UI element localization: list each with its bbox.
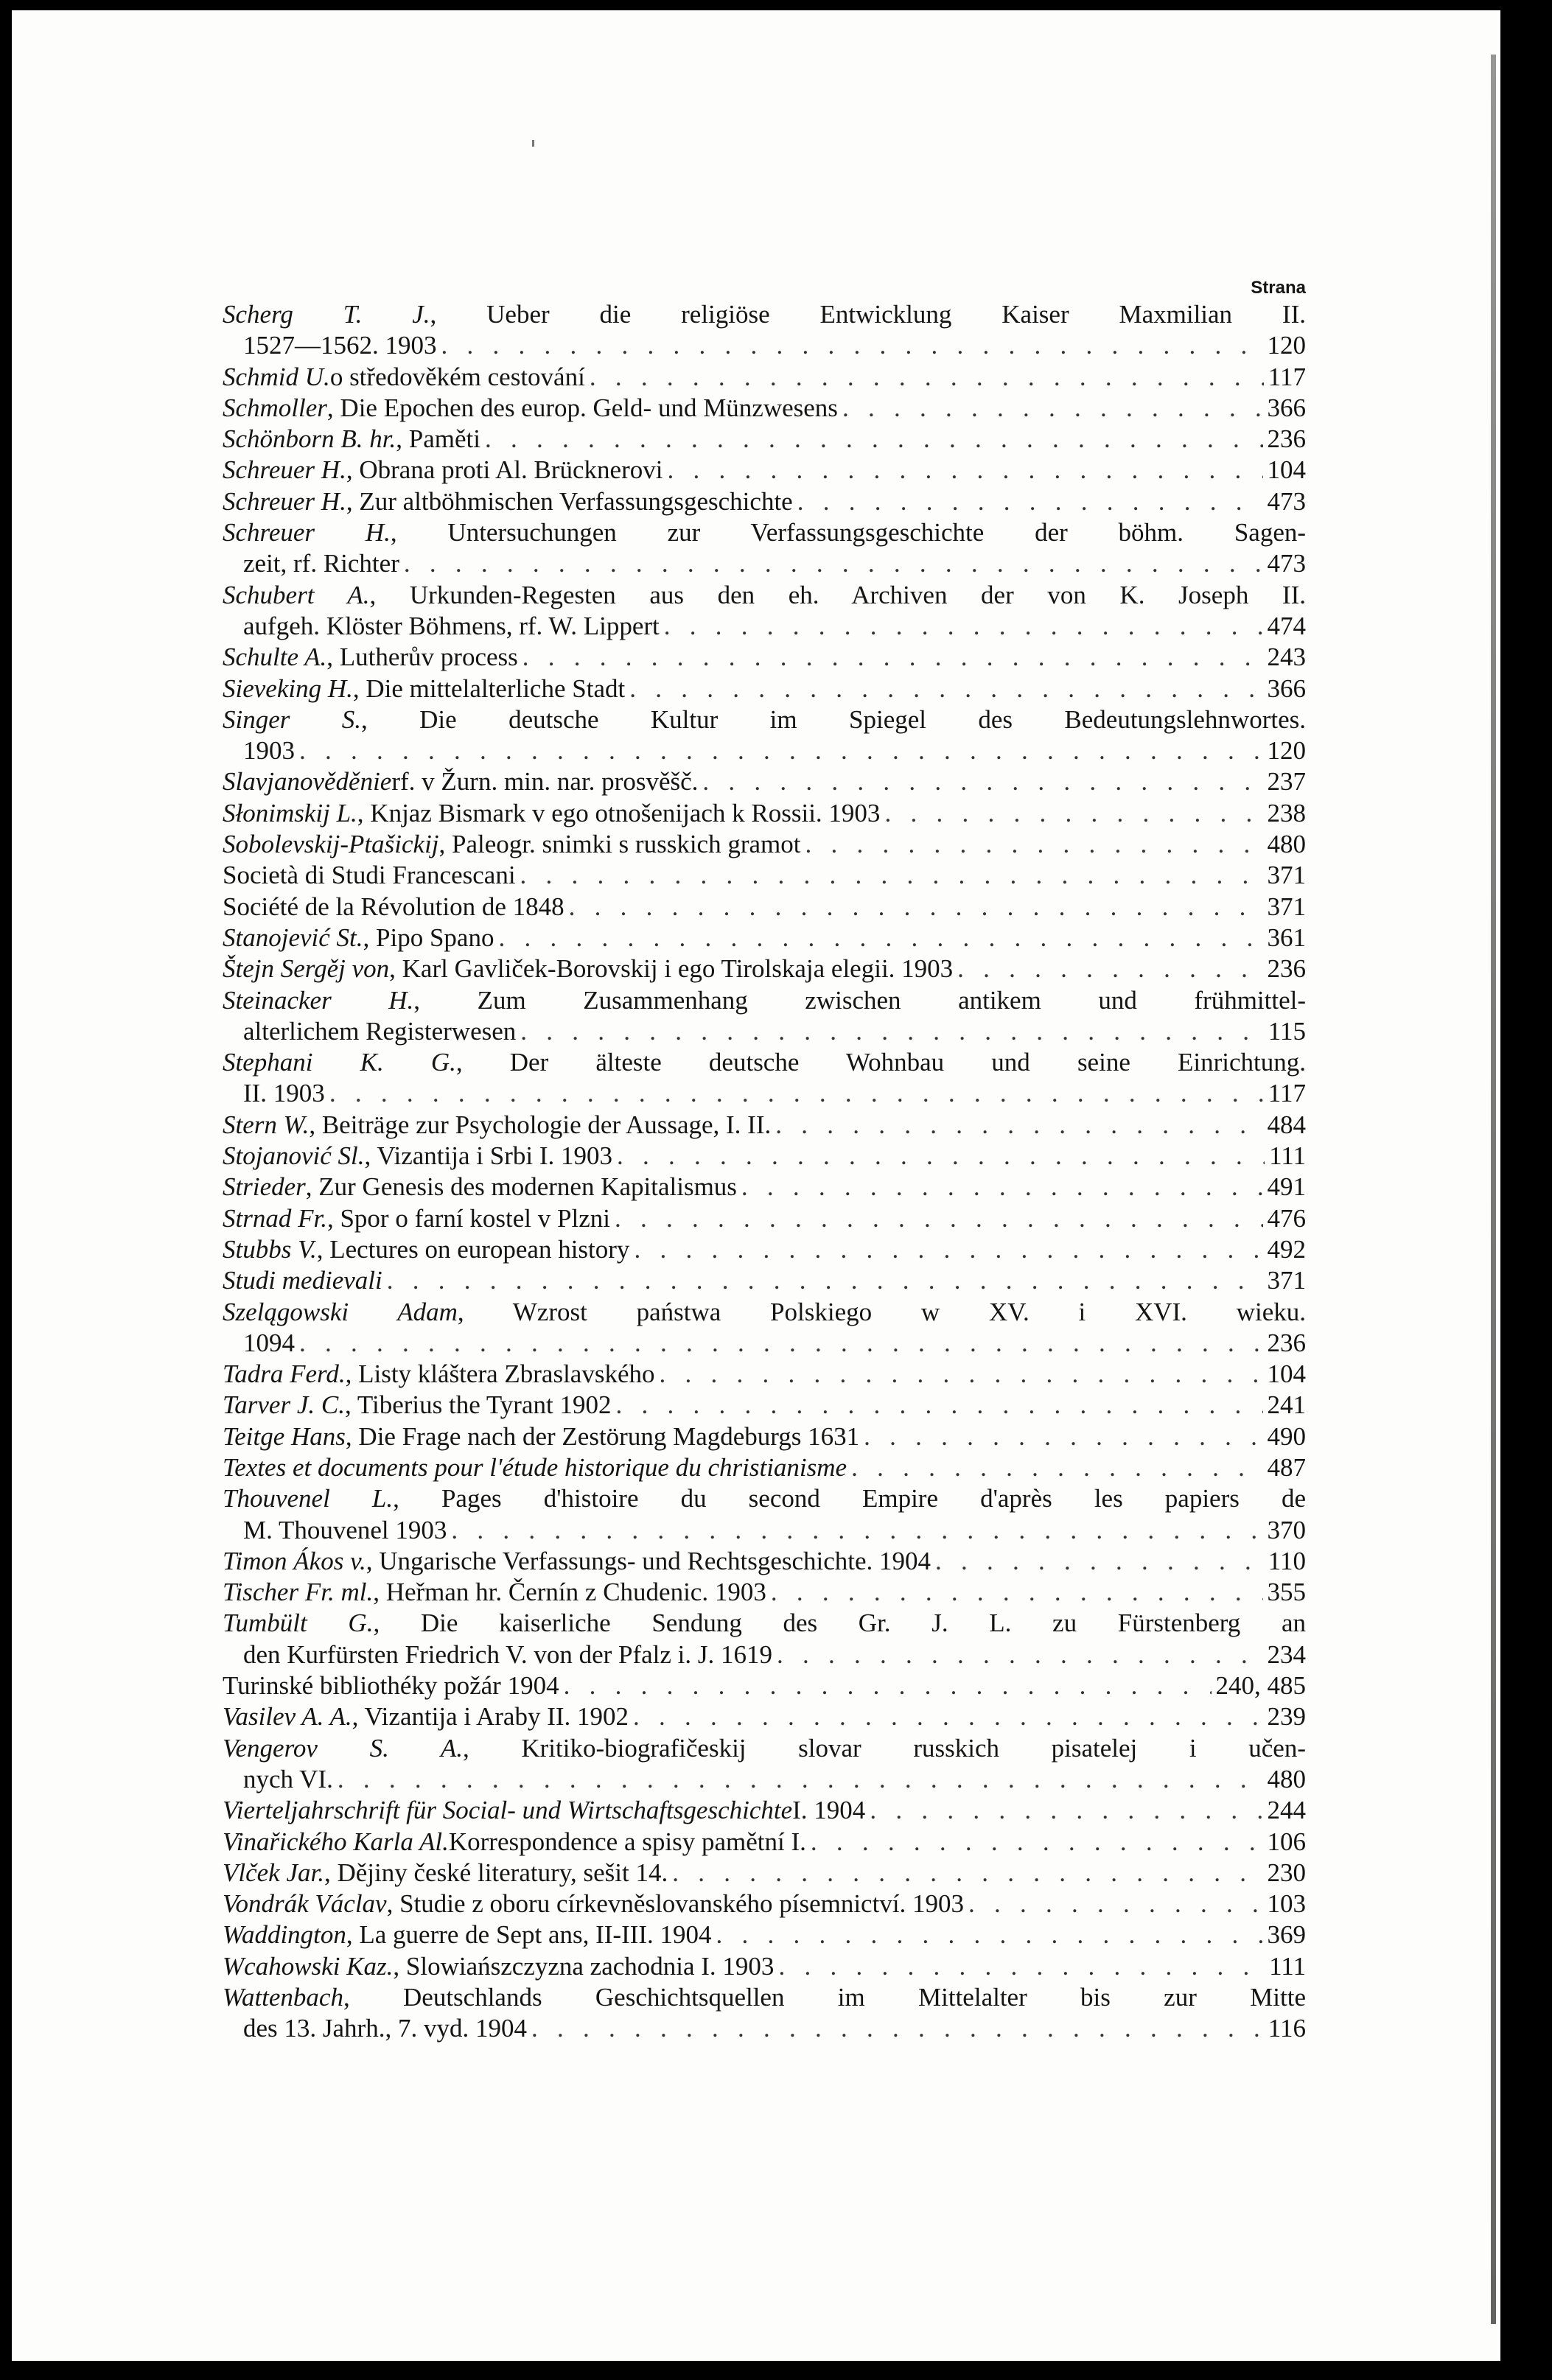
page-number: 371 bbox=[1267, 861, 1306, 890]
entry-author: Stojanović Sl. bbox=[223, 1141, 365, 1171]
entry-title: , Karl Gavliček-Borovskij i ego Tirolskaja elegii. 1903 bbox=[389, 954, 954, 984]
entry-continuation: des 13. Jahrh., 7. vyd. 1904 bbox=[243, 2014, 527, 2043]
page-number: 234 bbox=[1267, 1639, 1306, 1669]
leader-dots bbox=[617, 1141, 1265, 1172]
index-entry bbox=[223, 580, 1306, 611]
leader-dots bbox=[387, 1265, 1263, 1296]
entry-continuation: aufgeh. Klöster Böhmens, rf. W. Lippert bbox=[243, 611, 660, 640]
entry-author: Schmid U. bbox=[223, 362, 330, 391]
leader-dots bbox=[531, 2013, 1264, 2044]
page-number: 104 bbox=[1267, 455, 1306, 485]
page-number: 115 bbox=[1268, 1016, 1306, 1046]
index-list bbox=[223, 277, 1306, 2045]
leader-dots bbox=[884, 798, 1262, 829]
entry-author: Tadra Ferd. bbox=[223, 1359, 346, 1389]
entry-title: , Pipo Spano bbox=[363, 923, 494, 952]
page-number: 490 bbox=[1267, 1421, 1306, 1451]
page-number: 117 bbox=[1268, 1079, 1306, 1108]
page-number: 110 bbox=[1268, 1546, 1306, 1575]
entry-title: , Die Epochen des europ. Geld- und Münzwesens bbox=[326, 393, 838, 422]
leader-dots bbox=[451, 1515, 1262, 1546]
leader-dots bbox=[615, 1390, 1262, 1421]
page-number: 487 bbox=[1267, 1452, 1306, 1482]
entry-continuation: M. Thouvenel 1903 bbox=[243, 1515, 447, 1544]
entry-continuation: II. 1903 bbox=[243, 1079, 325, 1108]
entry-author: Vlček Jar. bbox=[223, 1858, 324, 1887]
index-entry bbox=[223, 985, 1306, 1016]
page-number: 240, 485 bbox=[1215, 1671, 1306, 1701]
page-number: 491 bbox=[1267, 1172, 1306, 1202]
entry-title: , Zum Zusammenhang zwischen antikem und frühmittel- bbox=[413, 985, 1307, 1015]
entry-title: , Ueber die religiöse Entwicklung Kaiser Maxmilian II. bbox=[430, 300, 1306, 329]
entry-author: Schulte A. bbox=[223, 643, 327, 672]
index-entry bbox=[223, 642, 1306, 673]
index-entry bbox=[223, 1827, 1306, 1858]
leader-dots bbox=[338, 1764, 1263, 1795]
index-entry bbox=[223, 673, 1306, 704]
leader-dots bbox=[957, 953, 1262, 984]
leader-dots bbox=[667, 455, 1262, 486]
index-entry bbox=[223, 1390, 1306, 1421]
leader-dots bbox=[404, 548, 1263, 579]
index-entry bbox=[223, 1047, 1306, 1078]
page-number: 238 bbox=[1267, 798, 1306, 827]
entry-continuation: alterlichem Registerwesen bbox=[243, 1016, 517, 1046]
index-entry bbox=[223, 1452, 1306, 1483]
entry-title: , Heřman hr. Černín z Chudenic. 1903 bbox=[373, 1578, 766, 1607]
leader-dots bbox=[777, 1639, 1262, 1670]
leader-dots bbox=[660, 1359, 1263, 1390]
leader-dots bbox=[441, 330, 1263, 361]
entry-author: Teitge Hans bbox=[223, 1421, 346, 1451]
page-number: 480 bbox=[1267, 830, 1306, 859]
index-entry bbox=[223, 1546, 1306, 1577]
entry-author: Schreuer H. bbox=[223, 518, 391, 547]
entry-continuation: 1527—1562. 1903 bbox=[243, 331, 437, 360]
page-number: 369 bbox=[1267, 1920, 1306, 1950]
entry-author: Szelągowski Adam bbox=[223, 1297, 458, 1326]
page-number: 120 bbox=[1267, 736, 1306, 766]
entry-title: , La guerre de Sept ans, II-III. 1904 bbox=[346, 1920, 712, 1950]
page-number: 236 bbox=[1267, 424, 1306, 454]
index-entry bbox=[223, 2013, 1306, 2044]
entry-author: Tischer Fr. ml. bbox=[223, 1578, 374, 1607]
entry-author: Tumbült G. bbox=[223, 1609, 374, 1638]
entry-title: , Paleogr. snimki s russkich gramot bbox=[438, 830, 801, 859]
index-entry bbox=[223, 455, 1306, 486]
index-entry bbox=[223, 829, 1306, 860]
index-entry bbox=[223, 1919, 1306, 1950]
entry-author: Schreuer H. bbox=[223, 486, 346, 516]
entry-title: , Obrana proti Al. Brücknerovi bbox=[346, 455, 663, 485]
entry-title: , Pages d'histoire du second Empire d'après les papiers de bbox=[393, 1484, 1306, 1513]
entry-title: , Slowiańszczyzna zachodnia I. 1903 bbox=[393, 1951, 775, 1981]
index-entry bbox=[223, 1265, 1306, 1296]
entry-title: , Der älteste deutsche Wohnbau und seine Einrichtung. bbox=[455, 1048, 1306, 1077]
entry-title: , Zur altböhmischen Verfassungsgeschichte bbox=[346, 486, 793, 516]
entry-title: , Die mittelalterliche Stadt bbox=[352, 673, 626, 703]
entry-author: Vasilev A. A. bbox=[223, 1702, 352, 1732]
entry-author: Vengerov S. A. bbox=[223, 1733, 463, 1763]
entry-title: , Urkunden-Regesten aus den eh. Archiven der von K. Joseph II. bbox=[369, 580, 1306, 609]
entry-author: Stern W. bbox=[223, 1110, 310, 1139]
entry-title: Société de la Révolution de 1848 bbox=[223, 892, 564, 921]
entry-title: , Knjaz Bismark v ego otnošenijach k Rossii. 1903 bbox=[357, 798, 881, 827]
index-entry bbox=[223, 1858, 1306, 1889]
index-entry bbox=[223, 923, 1306, 953]
page-number: 230 bbox=[1267, 1858, 1306, 1887]
index-entry bbox=[223, 1016, 1306, 1047]
leader-dots bbox=[634, 1234, 1262, 1265]
entry-author: Schreuer H. bbox=[223, 455, 346, 485]
entry-continuation: den Kurfürsten Friedrich V. von der Pfalz i. J. 1619 bbox=[243, 1639, 773, 1669]
scan-edge-shadow bbox=[1491, 55, 1496, 2324]
entry-author: Sieveking H. bbox=[223, 673, 353, 703]
index-entry bbox=[223, 1110, 1306, 1141]
entry-continuation: 1903 bbox=[243, 736, 295, 766]
entry-author: Štejn Sergěj von bbox=[223, 954, 390, 984]
entry-title: , Zur Genesis des modernen Kapitalismus bbox=[305, 1172, 737, 1202]
entry-author: Waddington bbox=[223, 1920, 346, 1950]
index-entry bbox=[223, 1639, 1306, 1670]
entry-author: Wcahowski Kaz. bbox=[223, 1951, 394, 1981]
entry-continuation: 1094 bbox=[243, 1328, 295, 1357]
index-entry bbox=[223, 1141, 1306, 1172]
index-entry bbox=[223, 1795, 1306, 1826]
index-entry bbox=[223, 486, 1306, 517]
page-number: 243 bbox=[1267, 643, 1306, 672]
entry-author: Steinacker H. bbox=[223, 985, 414, 1015]
leader-dots bbox=[629, 673, 1262, 704]
page-number: 476 bbox=[1267, 1203, 1306, 1233]
page-number: 116 bbox=[1268, 2014, 1306, 2043]
entry-title: o středověkém cestování bbox=[329, 362, 585, 391]
index-entry bbox=[223, 1608, 1306, 1639]
leader-dots bbox=[778, 1951, 1265, 1982]
leader-dots bbox=[851, 1452, 1262, 1483]
entry-title: , Kritiko-biografičeskij slovar russkich pisatelej i učen- bbox=[462, 1733, 1306, 1763]
entry-title: , Die deutsche Kultur im Spiegel des Bedeutungslehnwortes. bbox=[361, 704, 1306, 734]
entry-continuation: nych VI. bbox=[243, 1764, 333, 1793]
leader-dots bbox=[485, 424, 1263, 455]
leader-dots bbox=[870, 1795, 1262, 1826]
entry-author: Slavjanověděnie bbox=[223, 767, 392, 797]
entry-author: Schmoller bbox=[223, 393, 327, 422]
leader-dots bbox=[664, 611, 1263, 642]
entry-author: Timon Ákos v. bbox=[223, 1546, 366, 1575]
index-entry bbox=[223, 860, 1306, 891]
page-number: 473 bbox=[1267, 549, 1306, 578]
index-entry bbox=[223, 1234, 1306, 1265]
index-entries bbox=[223, 299, 1306, 2045]
page-number: 355 bbox=[1267, 1578, 1306, 1607]
entry-title: , Vizantija i Srbi I. 1903 bbox=[364, 1141, 612, 1171]
page-number: 473 bbox=[1267, 486, 1306, 516]
index-entry bbox=[223, 892, 1306, 923]
page-number: 236 bbox=[1267, 1328, 1306, 1357]
index-entry bbox=[223, 1982, 1306, 2013]
leader-dots bbox=[569, 892, 1263, 923]
page-number: 474 bbox=[1267, 611, 1306, 640]
leader-dots bbox=[522, 642, 1263, 673]
entry-author: Singer S. bbox=[223, 704, 362, 734]
index-entry bbox=[223, 517, 1306, 548]
entry-author: Stephani K. G. bbox=[223, 1048, 456, 1077]
page-number: 236 bbox=[1267, 954, 1306, 984]
leader-dots bbox=[771, 1577, 1263, 1608]
index-entry bbox=[223, 1297, 1306, 1328]
page-column-label: Strana bbox=[1251, 278, 1306, 298]
leader-dots bbox=[564, 1670, 1212, 1701]
entry-title: , Spor o farní kostel v Plzni bbox=[326, 1203, 610, 1233]
leader-dots bbox=[716, 1919, 1263, 1950]
index-entry bbox=[223, 1483, 1306, 1514]
index-entry bbox=[223, 1078, 1306, 1109]
entry-title: , Dějiny české literatury, sešit 14. bbox=[324, 1858, 668, 1887]
page-number: 492 bbox=[1267, 1234, 1306, 1264]
page-number: 366 bbox=[1267, 393, 1306, 422]
index-entry bbox=[223, 735, 1306, 766]
index-entry bbox=[223, 1701, 1306, 1732]
entry-continuation: zeit, rf. Richter bbox=[243, 549, 399, 578]
index-entry bbox=[223, 1577, 1306, 1608]
entry-author: Scherg T. J. bbox=[223, 300, 430, 329]
leader-dots bbox=[299, 1328, 1263, 1359]
leader-dots bbox=[842, 393, 1263, 424]
entry-title: , Tiberius the Tyrant 1902 bbox=[344, 1390, 612, 1420]
page-number: 106 bbox=[1267, 1827, 1306, 1856]
leader-dots bbox=[498, 923, 1262, 953]
entry-title: I. 1904 bbox=[792, 1796, 866, 1825]
index-entry bbox=[223, 299, 1306, 330]
page-number: 239 bbox=[1267, 1702, 1306, 1732]
index-entry bbox=[223, 1670, 1306, 1701]
entry-author: Stubbs V. bbox=[223, 1234, 317, 1264]
leader-dots bbox=[329, 1078, 1264, 1109]
index-entry bbox=[223, 953, 1306, 984]
entry-title: , Listy kláštera Zbraslavského bbox=[345, 1359, 655, 1389]
index-entry bbox=[223, 1172, 1306, 1203]
index-entry bbox=[223, 1328, 1306, 1359]
leader-dots bbox=[615, 1203, 1263, 1234]
entry-title: , Paměti bbox=[396, 424, 480, 454]
index-entry bbox=[223, 1764, 1306, 1795]
index-entry bbox=[223, 611, 1306, 642]
index-entry bbox=[223, 766, 1306, 797]
leader-dots bbox=[797, 486, 1263, 517]
leader-dots bbox=[968, 1889, 1262, 1919]
entry-author: Studi medievali bbox=[223, 1266, 382, 1295]
page-number: 241 bbox=[1267, 1390, 1306, 1420]
index-entry bbox=[223, 1421, 1306, 1452]
index-entry bbox=[223, 1203, 1306, 1234]
leader-dots bbox=[299, 735, 1263, 766]
entry-author: Vondrák Václav bbox=[223, 1889, 387, 1919]
page-number: 237 bbox=[1267, 767, 1306, 797]
index-entry bbox=[223, 330, 1306, 361]
entry-author: Strnad Fr. bbox=[223, 1203, 327, 1233]
entry-author: Tarver J. C. bbox=[223, 1390, 345, 1420]
index-entry bbox=[223, 1951, 1306, 1982]
page-number: 104 bbox=[1267, 1359, 1306, 1389]
index-entry bbox=[223, 798, 1306, 829]
leader-dots bbox=[811, 1827, 1263, 1858]
page-number: 120 bbox=[1267, 331, 1306, 360]
index-entry bbox=[223, 1515, 1306, 1546]
index-entry bbox=[223, 1359, 1306, 1390]
entry-title: , Deutschlands Geschichtsquellen im Mittelalter bis zur Mitte bbox=[343, 1983, 1306, 2012]
leader-dots bbox=[775, 1110, 1262, 1141]
entry-title: , Die Frage nach der Zestörung Magdeburgs 1631 bbox=[345, 1421, 860, 1451]
index-entry bbox=[223, 1733, 1306, 1764]
index-entry bbox=[223, 1889, 1306, 1919]
entry-title: , Untersuchungen zur Verfassungsgeschichte der böhm. Sagen- bbox=[390, 518, 1307, 547]
entry-title: Turinské bibliothéky požár 1904 bbox=[223, 1671, 559, 1701]
entry-title: , Studie z oboru církevněslovanského písemnictví. 1903 bbox=[386, 1889, 965, 1919]
scan-speck bbox=[532, 140, 534, 147]
entry-author: Stanojević St. bbox=[223, 923, 363, 952]
document-page bbox=[12, 10, 1500, 2361]
entry-author: Schubert A. bbox=[223, 580, 370, 609]
index-entry bbox=[223, 548, 1306, 579]
page-number: 371 bbox=[1267, 1266, 1306, 1295]
entry-author: Schönborn B. hr. bbox=[223, 424, 396, 454]
page-number: 111 bbox=[1269, 1951, 1306, 1981]
entry-author: Thouvenel L. bbox=[223, 1484, 394, 1513]
page-number: 484 bbox=[1267, 1110, 1306, 1139]
entry-title: , Lectures on european history bbox=[316, 1234, 630, 1264]
leader-dots bbox=[520, 860, 1263, 891]
entry-title: Korrespondence a spisy pamětní I. bbox=[448, 1827, 806, 1856]
entry-author: Strieder bbox=[223, 1172, 306, 1202]
entry-title: rf. v Žurn. min. nar. prosvěšč. bbox=[391, 767, 699, 797]
entry-title: , Die kaiserliche Sendung des Gr. J. L. zu Fürstenberg an bbox=[373, 1609, 1306, 1638]
page-number: 361 bbox=[1267, 923, 1306, 952]
page-number: 244 bbox=[1267, 1796, 1306, 1825]
leader-dots bbox=[672, 1858, 1262, 1889]
leader-dots bbox=[633, 1701, 1262, 1732]
entry-title: , Vizantija i Araby II. 1902 bbox=[352, 1702, 629, 1732]
index-entry bbox=[223, 393, 1306, 424]
entry-title: , Lutherův process bbox=[326, 643, 518, 672]
leader-dots bbox=[864, 1421, 1262, 1452]
leader-dots bbox=[702, 766, 1262, 797]
page-number: 103 bbox=[1267, 1889, 1306, 1919]
entry-author: Sobolevskij-Ptašickij bbox=[223, 830, 439, 859]
page-number: 480 bbox=[1267, 1764, 1306, 1793]
leader-dots bbox=[741, 1172, 1263, 1203]
leader-dots bbox=[805, 829, 1262, 860]
entry-title: , Wzrost państwa Polskiego w XV. i XVI. wieku. bbox=[457, 1297, 1306, 1326]
entry-author: Vinařického Karla Al. bbox=[223, 1827, 449, 1856]
page-number: 366 bbox=[1267, 673, 1306, 703]
entry-title: Società di Studi Francescani bbox=[223, 861, 516, 890]
entry-title: , Beiträge zur Psychologie der Aussage, I. II. bbox=[309, 1110, 772, 1139]
index-entry bbox=[223, 424, 1306, 455]
index-entry bbox=[223, 704, 1306, 735]
page-number: 370 bbox=[1267, 1515, 1306, 1544]
page-number: 371 bbox=[1267, 892, 1306, 921]
leader-dots bbox=[590, 362, 1264, 393]
leader-dots bbox=[935, 1546, 1264, 1577]
leader-dots bbox=[520, 1016, 1264, 1047]
page-number: 117 bbox=[1268, 362, 1306, 391]
entry-author: Vierteljahrschrift für Social- und Wirtschaftsgeschichte bbox=[223, 1796, 793, 1825]
entry-author: Textes et documents pour l'étude historique du christianisme bbox=[223, 1452, 847, 1482]
entry-author: Słonimskij L. bbox=[223, 798, 357, 827]
page-number: 111 bbox=[1269, 1141, 1306, 1171]
entry-author: Wattenbach bbox=[223, 1983, 343, 2012]
index-entry bbox=[223, 362, 1306, 393]
entry-title: , Ungarische Verfassungs- und Rechtsgeschichte. 1904 bbox=[366, 1546, 931, 1575]
